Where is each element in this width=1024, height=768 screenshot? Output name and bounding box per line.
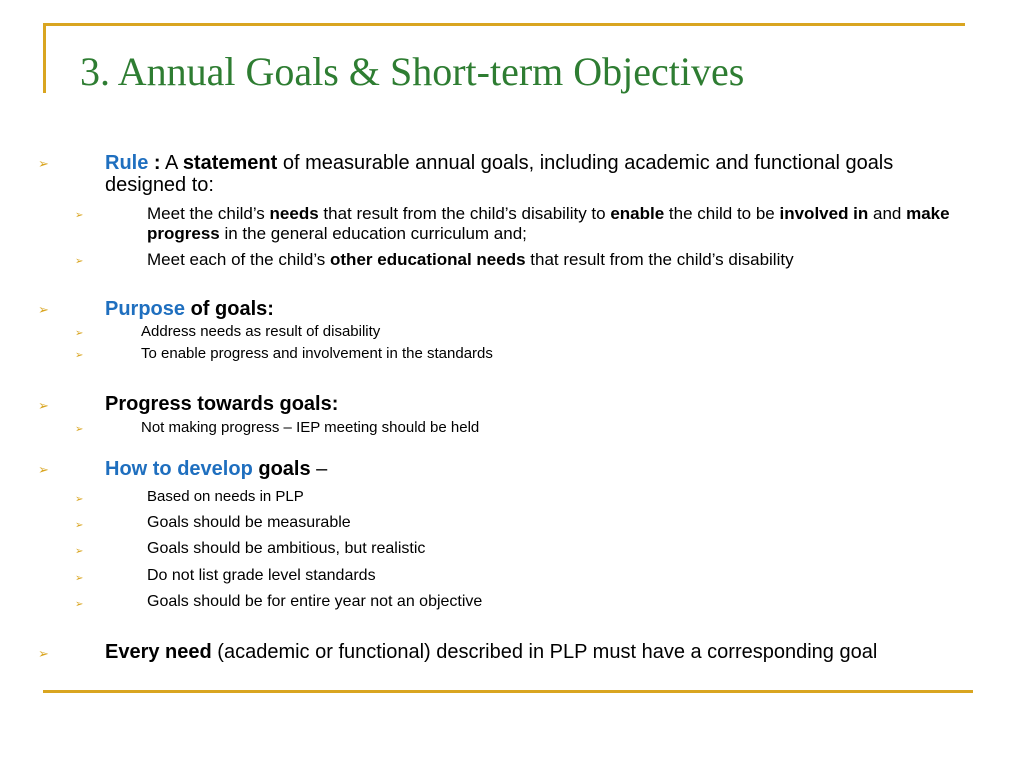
arrow-bullet-icon: ➢ xyxy=(38,303,49,318)
rule-sub1-involved: involved in xyxy=(779,204,869,223)
rule-sub1-text-3: the child to be xyxy=(664,204,780,223)
arrow-bullet-icon: ➢ xyxy=(75,424,84,435)
slide-title: 3. Annual Goals & Short-term Objectives xyxy=(80,49,745,94)
rule-sub-item-1 xyxy=(147,204,957,244)
arrow-bullet-icon: ➢ xyxy=(75,573,84,584)
rule-sub1-progress: make progress xyxy=(147,204,950,243)
frame-left-line xyxy=(43,23,46,93)
purpose-sub-item-2: To enable progress and involvement in the standards xyxy=(141,345,493,362)
arrow-bullet-icon: ➢ xyxy=(75,256,84,267)
arrow-bullet-icon: ➢ xyxy=(38,157,49,172)
rule-sub2-text-1: Meet each of the child’s xyxy=(147,250,331,269)
every-need-item xyxy=(105,641,1000,663)
rule-statement: statement xyxy=(182,152,278,174)
purpose-sub-item-1: Address needs as result of disability xyxy=(141,323,381,340)
develop-sub-item-2: Goals should be measurable xyxy=(147,514,351,531)
arrow-bullet-icon: ➢ xyxy=(75,350,84,361)
progress-label: Progress towards goals: xyxy=(105,393,339,415)
arrow-bullet-icon: ➢ xyxy=(75,546,84,557)
rule-sub1-enable: enable xyxy=(610,204,665,223)
develop-sub-item-3: Goals should be ambitious, but realistic xyxy=(147,540,426,557)
rule-sub2-other: other educational needs xyxy=(330,250,526,269)
develop-sub-item-4: Do not list grade level standards xyxy=(147,567,376,584)
purpose-label: Purpose xyxy=(105,298,186,320)
arrow-bullet-icon: ➢ xyxy=(38,463,49,478)
rule-sub1-text-1: Meet the child’s xyxy=(147,204,270,223)
every-need-rest: (academic or functional) described in PLP must have a corresponding goal xyxy=(211,641,878,663)
arrow-bullet-icon: ➢ xyxy=(75,520,84,531)
arrow-bullet-icon: ➢ xyxy=(75,210,84,221)
arrow-bullet-icon: ➢ xyxy=(75,328,84,339)
progress-sub-item-1: Not making progress – IEP meeting should be held xyxy=(141,419,480,436)
rule-sub1-text-4: and xyxy=(868,204,907,223)
develop-item xyxy=(105,458,327,480)
develop-dash: – xyxy=(310,458,328,480)
arrow-bullet-icon: ➢ xyxy=(75,599,84,610)
rule-a: A xyxy=(160,152,183,174)
rule-sub1-text-5: in the general education curriculum and; xyxy=(219,224,527,243)
frame-top-line xyxy=(43,23,965,26)
rule-colon: : xyxy=(148,152,161,174)
arrow-bullet-icon: ➢ xyxy=(75,494,84,505)
purpose-rest: of goals: xyxy=(185,298,274,320)
rule-rest: of measurable annual goals, including academic and functional goals designed to: xyxy=(105,152,894,196)
develop-sub-item-1: Based on needs in PLP xyxy=(147,488,304,505)
arrow-bullet-icon: ➢ xyxy=(38,647,49,662)
develop-goals: goals xyxy=(252,458,311,480)
rule-sub-item-2 xyxy=(147,250,997,270)
rule-sub1-needs: needs xyxy=(269,204,319,223)
develop-sub-item-5: Goals should be for entire year not an objective xyxy=(147,593,483,610)
rule-label: Rule xyxy=(105,152,149,174)
rule-sub2-text-2: that result from the child’s disability xyxy=(525,250,794,269)
arrow-bullet-icon: ➢ xyxy=(38,399,49,414)
purpose-item xyxy=(105,298,274,320)
rule-sub1-text-2: that result from the child’s disability to xyxy=(318,204,611,223)
develop-label: How to develop xyxy=(105,458,253,480)
frame-bottom-line xyxy=(43,690,973,693)
rule-item xyxy=(105,152,925,196)
every-need-label: Every need xyxy=(105,641,212,663)
